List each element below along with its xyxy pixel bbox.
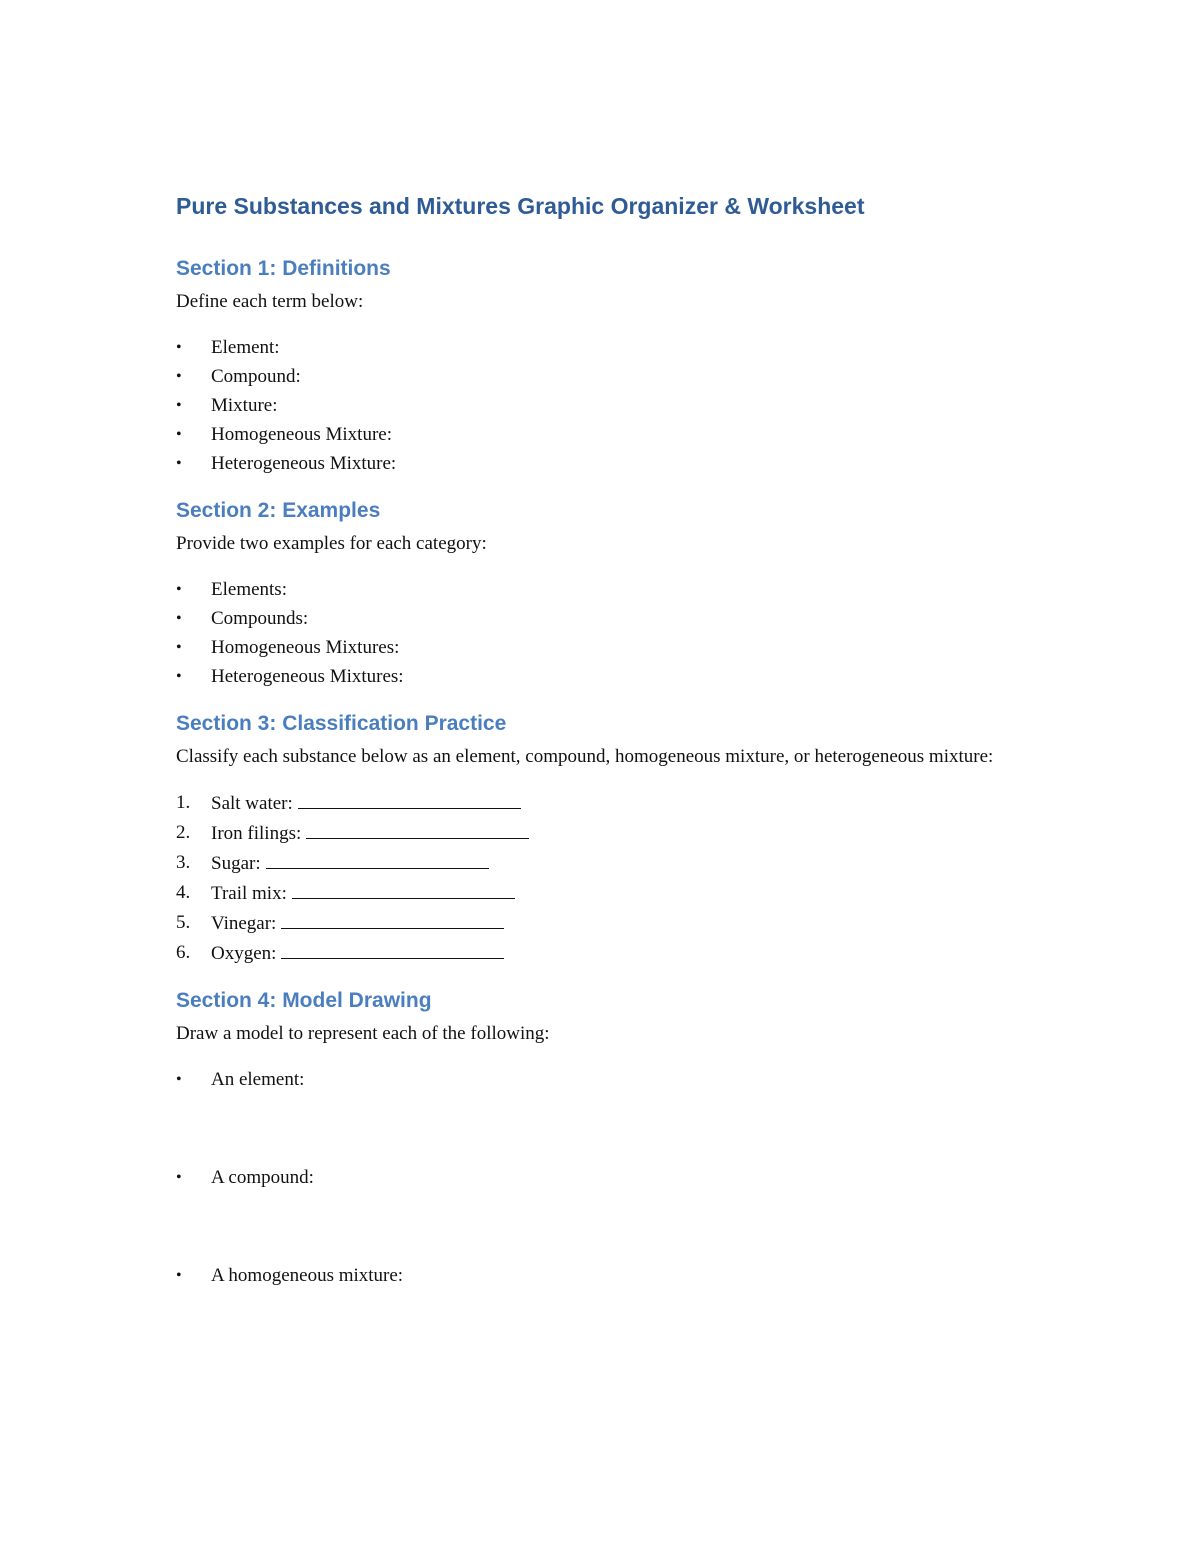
bullet-icon: • [176,1071,182,1088]
answer-blank[interactable] [298,788,521,809]
list-item [176,1163,1036,1192]
bullet-icon: • [176,339,182,356]
list-item [176,662,1036,691]
model-drawing-list [176,1065,1036,1290]
section-model-drawing [176,985,1036,1290]
document-title: Pure Substances and Mixtures Graphic Organizer & Worksheet [176,193,865,219]
item-number: 4. [176,882,191,903]
list-item-label: Sugar: [211,853,261,874]
bullet-icon: • [176,397,182,414]
section-instruction: Classify each substance below as an element, compound, homogeneous mixture, or heterogeneous mixture: [176,746,994,767]
answer-blank[interactable] [306,818,529,839]
list-item-label: A compound: [211,1167,314,1188]
list-item [176,818,1036,848]
list-item [176,575,1036,604]
bullet-icon: • [176,368,182,385]
list-item-label: Trail mix: [211,883,287,904]
examples-list [176,575,1036,691]
list-item [176,633,1036,662]
list-item [176,333,1036,362]
list-item [176,848,1036,878]
item-number: 1. [176,792,191,813]
section-instruction: Draw a model to represent each of the following: [176,1023,550,1044]
list-item [176,1261,1036,1290]
section-classification-practice [176,708,1036,968]
list-item [176,938,1036,968]
list-item [176,420,1036,449]
list-item-label: Oxygen: [211,943,277,964]
answer-blank[interactable] [281,908,504,929]
section-heading: Section 1: Definitions [176,257,391,280]
section-instruction: Define each term below: [176,291,364,312]
list-item [176,1065,1036,1094]
bullet-icon: • [176,455,182,472]
list-item-label: Homogeneous Mixtures: [211,637,400,658]
list-item-label: Elements: [211,579,287,600]
section-instruction: Provide two examples for each category: [176,533,487,554]
bullet-icon: • [176,639,182,656]
section-heading: Section 2: Examples [176,499,381,522]
item-number: 3. [176,852,191,873]
item-number: 6. [176,942,191,963]
list-item-label: An element: [211,1069,305,1090]
worksheet-page [176,188,1036,1307]
list-item-label: Compounds: [211,608,309,629]
list-item [176,878,1036,908]
section-definitions [176,253,1036,478]
definitions-list [176,333,1036,478]
list-item-label: Element: [211,337,280,358]
bullet-icon: • [176,1267,182,1284]
item-number: 5. [176,912,191,933]
list-item-label: A homogeneous mixture: [211,1265,404,1286]
list-item [176,362,1036,391]
bullet-icon: • [176,426,182,443]
list-item [176,391,1036,420]
answer-blank[interactable] [266,848,489,869]
list-item-label: Iron filings: [211,823,302,844]
classification-list [176,788,1036,968]
list-item-label: Salt water: [211,793,293,814]
answer-blank[interactable] [281,938,504,959]
list-item-label: Heterogeneous Mixture: [211,453,397,474]
bullet-icon: • [176,610,182,627]
list-item-label: Vinegar: [211,913,277,934]
list-item-label: Mixture: [211,395,278,416]
list-item [176,449,1036,478]
bullet-icon: • [176,581,182,598]
list-item [176,788,1036,818]
list-item [176,908,1036,938]
section-heading: Section 3: Classification Practice [176,712,507,735]
item-number: 2. [176,822,191,843]
section-heading: Section 4: Model Drawing [176,989,432,1012]
list-item-label: Homogeneous Mixture: [211,424,393,445]
answer-blank[interactable] [292,878,515,899]
section-examples [176,495,1036,691]
bullet-icon: • [176,668,182,685]
list-item-label: Compound: [211,366,301,387]
list-item-label: Heterogeneous Mixtures: [211,666,404,687]
list-item [176,604,1036,633]
bullet-icon: • [176,1169,182,1186]
